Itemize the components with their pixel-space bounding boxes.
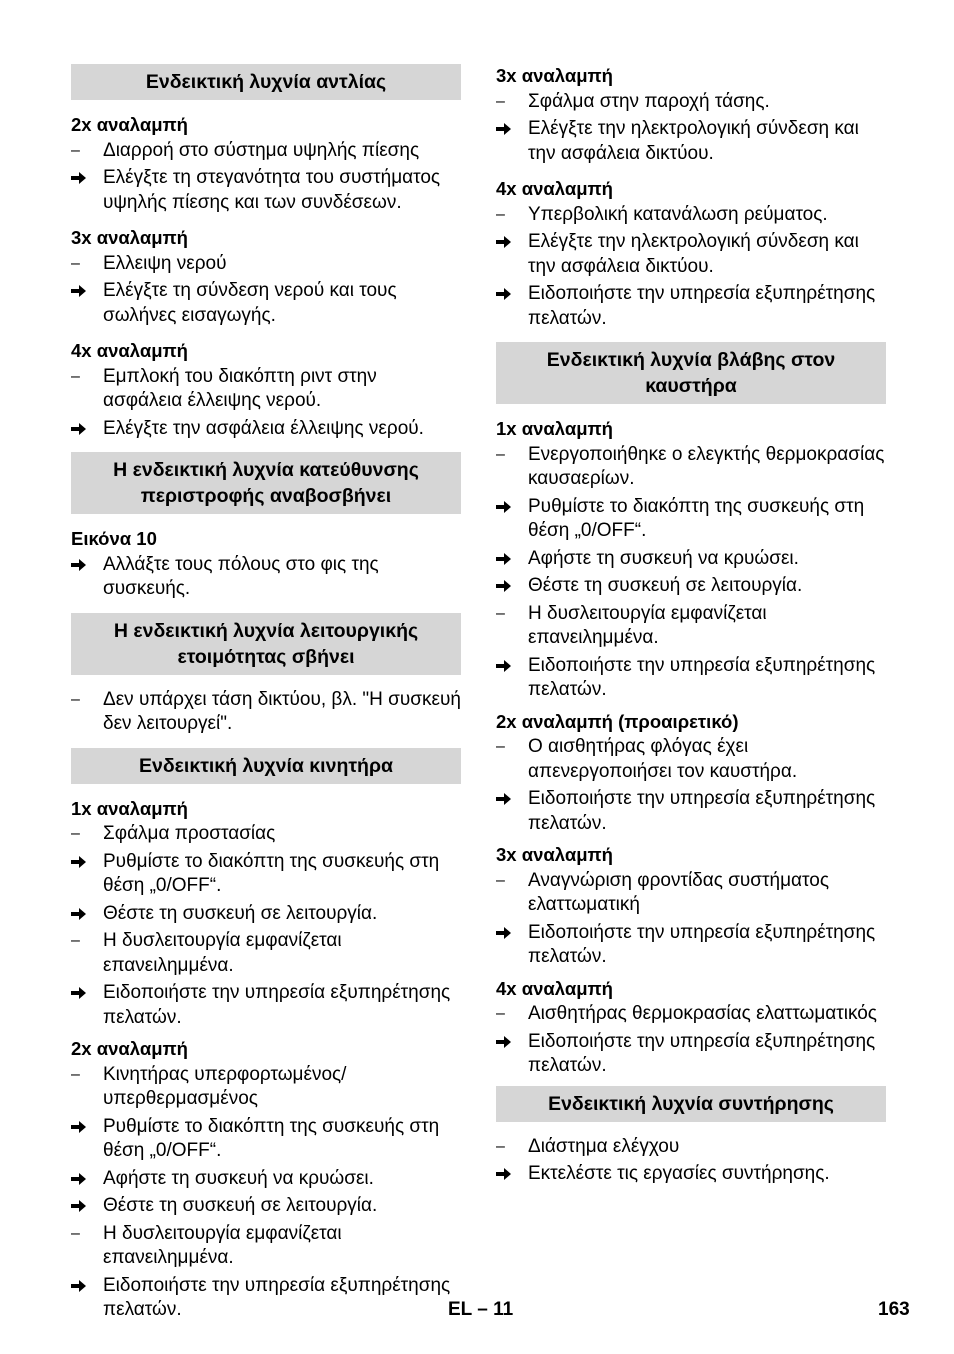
item-text: Ελέγξτε την ηλεκτρολογική σύνδεση και την ασφάλεια δικτύου. <box>528 118 859 164</box>
dash-icon: – <box>496 445 505 463</box>
subheading: 2x αναλαμπή <box>71 114 188 135</box>
action-item <box>71 1274 461 1323</box>
section-heading: Ενδεικτική λυχνία συντήρησης <box>496 1086 886 1122</box>
action-item <box>496 574 886 599</box>
arrow-right-icon <box>496 117 520 136</box>
cause-item <box>71 139 461 164</box>
item-text: Δεν υπάρχει τάση δικτύου, βλ. "Η συσκευή δεν λειτουργεί". <box>103 688 461 734</box>
arrow-right-icon <box>71 417 95 436</box>
item-text: Διαρροή στο σύστημα υψηλής πίεσης <box>103 139 420 161</box>
item-text: Ρυθμίστε το διακόπτη της συσκευής στη θέση „0/OFF“. <box>103 1115 440 1161</box>
item-text: Ειδοποιήστε την υπηρεσία εξυπηρέτησης πελατών. <box>528 654 876 700</box>
action-item <box>496 921 886 970</box>
cause-item <box>71 688 461 737</box>
item-text: Η δυσλειτουργία εμφανίζεται επανειλημμένα. <box>103 1222 342 1268</box>
subheading: Εικόνα 10 <box>71 528 157 549</box>
item-text: Ελέγξτε την ασφάλεια έλλειψης νερού. <box>103 417 424 439</box>
arrow-right-icon <box>496 921 520 940</box>
section-heading: Η ενδεικτική λυχνία κατεύθυνσης περιστροφής αναβοσβήνει <box>71 452 461 514</box>
arrow-right-icon <box>71 1167 95 1186</box>
item-text: Σφάλμα στην παροχή τάσης. <box>528 90 770 112</box>
left-column <box>71 64 461 1326</box>
section-heading: Η ενδεικτική λυχνία λειτουργικής ετοιμότητας σβήνει <box>71 613 461 675</box>
item-text: Ειδοποιήστε την υπηρεσία εξυπηρέτησης πελατών. <box>103 1274 451 1320</box>
item-text: Θέστε τη συσκευή σε λειτουργία. <box>103 1195 378 1216</box>
cause-item <box>71 822 461 847</box>
cause-item <box>496 602 886 651</box>
arrow-right-icon <box>496 574 520 593</box>
item-text: Θέστε τη συσκευή σε λειτουργία. <box>103 902 378 924</box>
action-item <box>496 1162 886 1187</box>
action-item <box>496 547 886 572</box>
item-text: Ειδοποιήστε την υπηρεσία εξυπηρέτησης πελατών. <box>528 283 876 329</box>
arrow-right-icon <box>496 230 520 249</box>
action-item <box>496 654 886 703</box>
spacer <box>496 169 886 177</box>
action-item <box>71 166 461 215</box>
action-item <box>496 230 886 279</box>
subheading: 4x αναλαμπή <box>71 340 188 361</box>
item-text: Διάστημα ελέγχου <box>528 1135 680 1157</box>
cause-item <box>496 869 886 918</box>
cause-item <box>71 252 461 277</box>
action-item <box>496 787 886 836</box>
section-heading: Ενδεικτική λυχνία κινητήρα <box>71 748 461 784</box>
arrow-right-icon <box>71 981 95 1000</box>
cause-item <box>71 1222 461 1271</box>
spacer <box>71 218 461 226</box>
dash-icon: – <box>71 825 80 842</box>
item-text: Αφήστε τη συσκευή να κρυώσει. <box>103 1167 374 1189</box>
action-item <box>496 282 886 331</box>
item-text: Ελλειψη νερού <box>103 252 227 274</box>
item-text: Η δυσλειτουργία εμφανίζεται επανειλημμένα. <box>103 930 342 976</box>
section-heading: Ενδεικτική λυχνία αντλίας <box>71 64 461 100</box>
cause-item <box>71 1063 461 1112</box>
cause-item <box>496 90 886 115</box>
subheading: 1x αναλαμπή <box>496 418 613 439</box>
item-text: Αισθητήρας θερμοκρασίας ελαττωματικός <box>528 1003 877 1024</box>
subheading: 3x αναλαμπή <box>496 844 613 865</box>
item-text: Ελέγξτε τη στεγανότητα του συστήματος υψηλής πίεσης και των συνδέσεων. <box>103 167 441 213</box>
dash-icon: – <box>71 690 80 708</box>
action-item <box>71 1167 461 1192</box>
spacer <box>71 605 461 613</box>
arrow-right-icon <box>496 1162 520 1181</box>
footer-page-number: 163 <box>878 1299 910 1320</box>
dash-icon: – <box>496 604 505 622</box>
item-text: Ρυθμίστε το διακόπτη της συσκευής στη θέση „0/OFF“. <box>528 495 865 541</box>
action-item <box>71 1115 461 1164</box>
cause-item <box>496 443 886 492</box>
action-item <box>496 1030 886 1079</box>
item-text: Ειδοποιήστε την υπηρεσία εξυπηρέτησης πελατών. <box>528 921 876 967</box>
arrow-right-icon <box>71 902 95 921</box>
cause-item <box>496 1135 886 1160</box>
spacer <box>71 331 461 339</box>
item-text: Υπερβολική κατανάλωση ρεύματος. <box>528 203 828 225</box>
dash-icon: – <box>71 1224 80 1242</box>
dash-icon: – <box>496 92 505 110</box>
spacer <box>71 444 461 452</box>
item-text: Ειδοποιήστε την υπηρεσία εξυπηρέτησης πελατών. <box>103 982 451 1028</box>
section-heading: Ενδεικτική λυχνία βλάβης στον καυστήρα <box>496 342 886 404</box>
dash-icon: – <box>496 738 505 755</box>
arrow-right-icon <box>71 279 95 298</box>
dash-icon: – <box>71 367 80 385</box>
footer-section-label: EL – 11 <box>448 1299 514 1320</box>
dash-icon: – <box>71 141 80 159</box>
dash-icon: – <box>496 1005 505 1022</box>
cause-item <box>496 203 886 228</box>
dash-icon: – <box>496 871 505 889</box>
item-text: Αναγνώριση φροντίδας συστήματος ελαττωματική <box>528 869 829 915</box>
item-text: Αλλάξτε τους πόλους στο φις της συσκευής. <box>103 553 379 599</box>
item-text: Εμπλοκή του διακόπτη ριντ στην ασφάλεια έλλειψης νερού. <box>103 365 377 411</box>
item-text: Ειδοποιήστε την υπηρεσία εξυπηρέτησης πελατών. <box>528 1030 876 1076</box>
subheading: 2x αναλαμπή <box>71 1038 188 1059</box>
item-text: Εκτελέστε τις εργασίες συντήρησης. <box>528 1163 830 1184</box>
action-item <box>71 1194 461 1219</box>
dash-icon: – <box>496 205 505 223</box>
subheading: 3x αναλαμπή <box>496 65 613 86</box>
item-text: Ενεργοποιήθηκε ο ελεγκτής θερμοκρασίας καυσαερίων. <box>528 443 885 489</box>
action-item <box>71 417 461 442</box>
item-text: Η δυσλειτουργία εμφανίζεται επανειλημμένα. <box>528 602 767 648</box>
subheading: 1x αναλαμπή <box>71 797 188 819</box>
subheading: 4x αναλαμπή <box>496 977 613 999</box>
action-item <box>71 902 461 927</box>
action-item <box>496 117 886 166</box>
cause-item <box>71 929 461 978</box>
arrow-right-icon <box>71 1194 95 1213</box>
cause-item <box>496 1002 886 1027</box>
item-text: Ρυθμίστε το διακόπτη της συσκευής στη θέση „0/OFF“. <box>103 850 440 896</box>
dash-icon: – <box>496 1137 505 1155</box>
subheading: 2x αναλαμπή (προαιρετικό) <box>496 710 739 732</box>
dash-icon: – <box>71 932 80 949</box>
subheading: 3x αναλαμπή <box>71 227 188 248</box>
item-text: Ειδοποιήστε την υπηρεσία εξυπηρέτησης πελατών. <box>528 788 876 834</box>
action-item <box>71 850 461 899</box>
arrow-right-icon <box>496 654 520 673</box>
arrow-right-icon <box>71 1274 95 1293</box>
item-text: Θέστε τη συσκευή σε λειτουργία. <box>528 575 803 596</box>
action-item <box>71 553 461 602</box>
spacer <box>496 334 886 342</box>
dash-icon: – <box>71 254 80 272</box>
item-text: Ελέγξτε την ηλεκτρολογική σύνδεση και την ασφάλεια δικτύου. <box>528 231 859 277</box>
subheading: 4x αναλαμπή <box>496 178 613 199</box>
action-item <box>496 495 886 544</box>
cause-item <box>496 735 886 784</box>
spacer <box>71 740 461 748</box>
arrow-right-icon <box>496 495 520 514</box>
item-text: Σφάλμα προστασίας <box>103 823 276 844</box>
dash-icon: – <box>71 1065 80 1083</box>
action-item <box>71 981 461 1030</box>
item-text: Κινητήρας υπερφορτωμένος/υπερθερμασμένος <box>103 1063 347 1109</box>
arrow-right-icon <box>496 1030 520 1049</box>
arrow-right-icon <box>71 850 95 869</box>
arrow-right-icon <box>496 787 520 806</box>
arrow-right-icon <box>496 547 520 566</box>
arrow-right-icon <box>71 1115 95 1134</box>
cause-item <box>71 365 461 414</box>
right-column <box>496 64 886 1190</box>
item-text: Ο αισθητήρας φλόγας έχει απενεργοποιήσει τον καυστήρα. <box>528 736 798 782</box>
item-text: Ελέγξτε τη σύνδεση νερού και τους σωλήνες εισαγωγής. <box>103 280 397 326</box>
item-text: Αφήστε τη συσκευή να κρυώσει. <box>528 547 799 569</box>
arrow-right-icon <box>71 553 95 572</box>
arrow-right-icon <box>71 166 95 185</box>
action-item <box>71 279 461 328</box>
arrow-right-icon <box>496 282 520 301</box>
